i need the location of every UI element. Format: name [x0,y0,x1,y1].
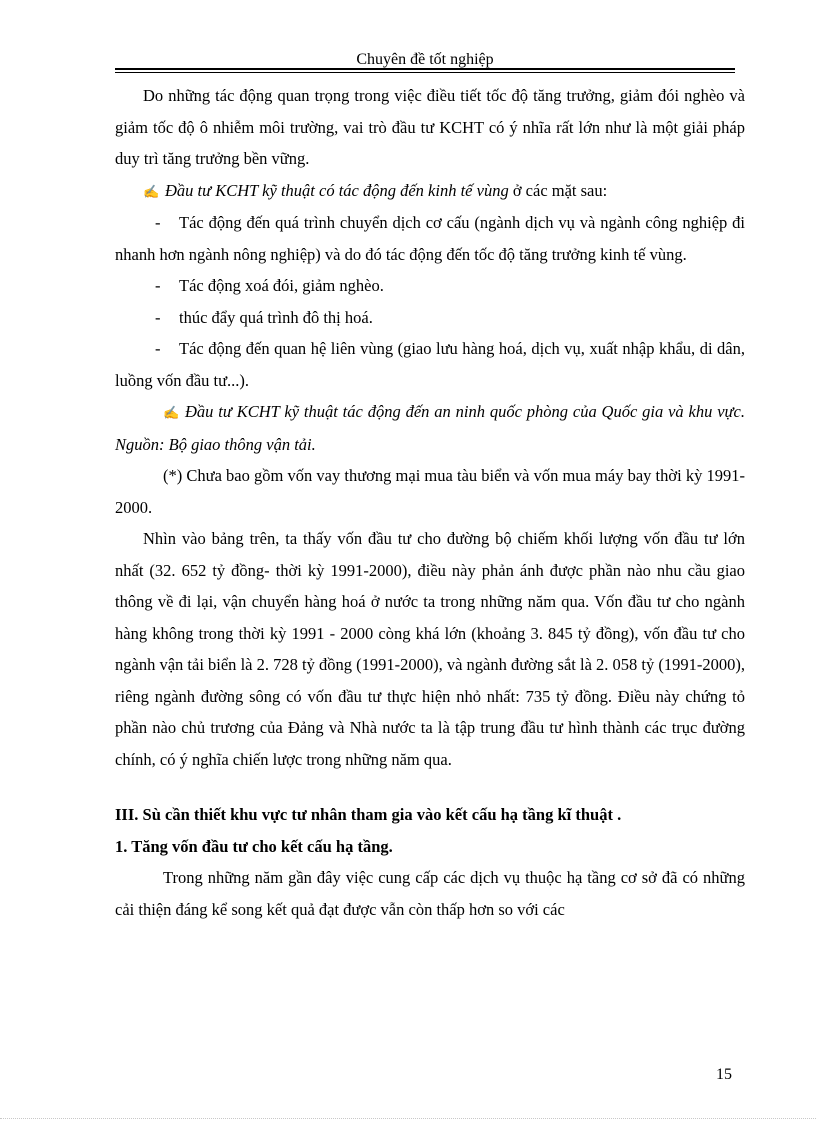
security-italic: Đầu tư KCHT kỹ thuật tác động đến an ninh quốc phòng của Quốc gia và khu vực. Nguồn: Bộ giao thông vận tải. [115,402,745,454]
dash-marker: - [155,307,161,327]
paragraph-regional-economy [115,175,745,208]
pen-icon: ✍ [163,405,180,420]
header-rule [115,68,735,70]
paragraph-security [115,396,745,460]
regional-economy-italic: Đầu tư KCHT kỹ thuật có tác động đến kinh tế vùng [165,180,509,200]
section-gap [115,775,745,799]
regional-economy-rest: ở các mặt sau: [508,180,608,200]
list-item-text: Tác động đến quá trình chuyển dịch cơ cấu (ngành dịch vụ và ngành công nghiệp đi nhanh hơn ngành nông nghiệp) và do đó tác động đến tốc độ tăng trưởng kinh tế vùng. [115,213,745,264]
dash-marker: - [155,339,161,358]
paragraph-footnote: (*) Chưa bao gồm vốn vay thương mại mua tàu biển và vốn mua máy bay thời kỳ 1991-2000. [115,466,745,517]
list-item [115,207,745,270]
list-item [115,270,745,302]
header-title: Chuyên đề tốt nghiệp [356,51,494,68]
pen-icon: ✍ [143,183,160,199]
dash-marker: - [155,213,161,232]
page-bottom-border [0,1118,816,1119]
paragraph-infrastructure: Trong những năm gần đây việc cung cấp các dịch vụ thuộc hạ tầng cơ sở đã có những cải thiện đáng kể song kết quả đạt được vẫn còn thấp hơn so với các [115,868,745,919]
list-item [115,333,745,396]
list-item-text: Tác động đến quan hệ liên vùng (giao lưu hàng hoá, dịch vụ, xuất nhập khẩu, di dân, luồng vốn đầu tư...). [115,339,745,390]
section-heading: III. Sù cần thiết khu vực tư nhân tham gia vào kết cấu hạ tầng kĩ thuật . [115,805,622,824]
list-item [115,302,745,334]
header-rule-thin [115,72,735,73]
paragraph-intro: Do những tác động quan trọng trong việc điều tiết tốc độ tăng trưởng, giảm đói nghèo và giảm tốc độ ô nhiễm môi trường, vai trò đầu tư KCHT có ý nhĩa rất lớn như là một giải pháp duy trì tăng trưởng bền vững. [115,86,745,168]
dash-marker: - [155,276,161,295]
paragraph-analysis: Nhìn vào bảng trên, ta thấy vốn đầu tư cho đường bộ chiếm khối lượng vốn đầu tư lớn nhất (32. 652 tỷ đồng- thời kỳ 1991-2000), điều này phản ánh được phần nào nhu cầu giao thông về đi lại, vận chuyển hàng hoá ở nước ta trong những năm qua. Vốn đầu tư cho ngành hàng không trong thời kỳ 1991 - 2000 còng khá lớn (khoảng 3. 845 tỷ đồng), vốn đầu tư cho ngành vận tải biển là 2. 728 tỷ đồng (1991-2000), và ngành đường sắt là 2. 058 tỷ (1991-2000), riêng ngành đường sông có vốn đầu tư thực hiện nhỏ nhất: 735 tỷ đồng. Điều này chứng tỏ phần nào chủ trương của Đảng và Nhà nước ta là tập trung đầu tư hình thành các trục đường chính, có ý nghĩa chiến lược trong những năm qua. [115,529,745,769]
page-number: 15 [716,1066,732,1083]
body-text [115,80,745,925]
list-item-text: Tác động xoá đói, giảm nghèo. [179,276,384,295]
subsection-heading: 1. Tăng vốn đầu tư cho kết cấu hạ tầng. [115,836,393,856]
list-item-text: thúc đẩy quá trình đô thị hoá. [179,307,373,327]
